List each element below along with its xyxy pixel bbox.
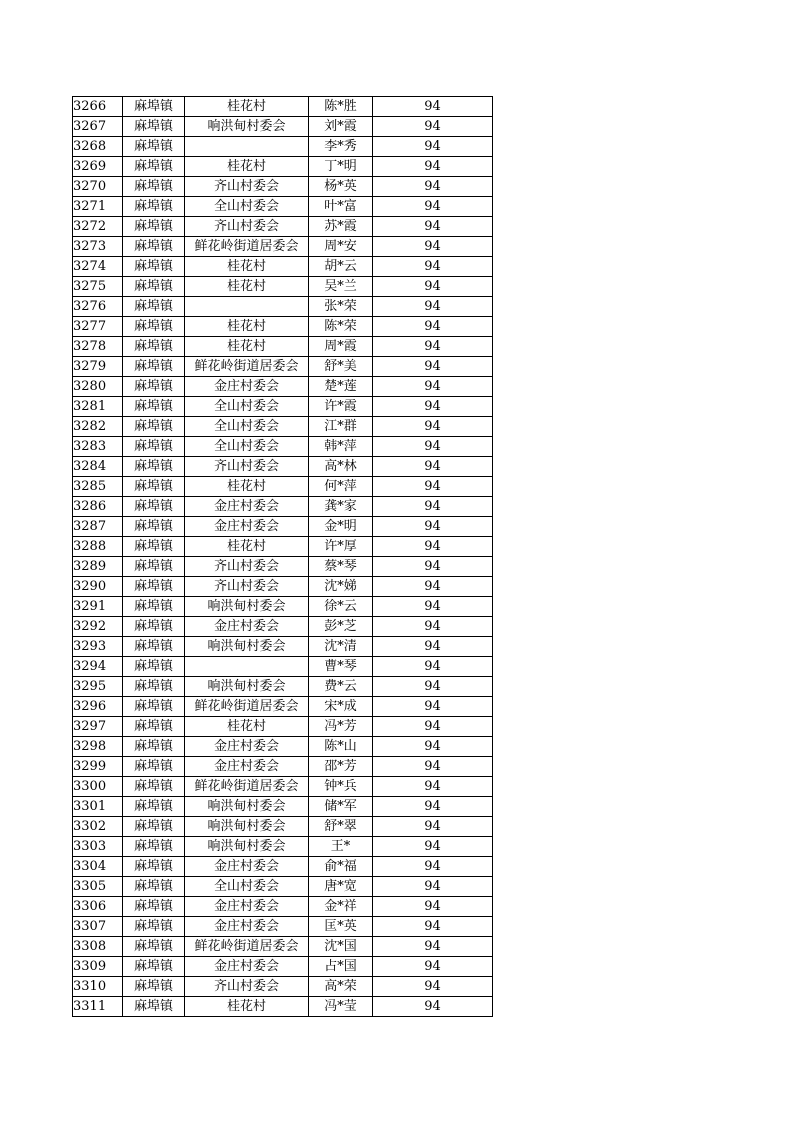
name-cell: 金*明 xyxy=(309,517,373,537)
table-row xyxy=(73,797,493,817)
name-cell: 占*国 xyxy=(309,957,373,977)
table-row xyxy=(73,357,493,377)
table-row xyxy=(73,217,493,237)
village-cell: 金庄村委会 xyxy=(185,917,309,937)
table-row xyxy=(73,737,493,757)
score-cell: 94 xyxy=(373,117,493,137)
row-number-cell: 3270 xyxy=(73,177,123,197)
town-cell: 麻埠镇 xyxy=(123,457,185,477)
name-cell: 沈*清 xyxy=(309,637,373,657)
village-cell: 桂花村 xyxy=(185,157,309,177)
row-number-cell: 3267 xyxy=(73,117,123,137)
town-cell: 麻埠镇 xyxy=(123,237,185,257)
name-cell: 胡*云 xyxy=(309,257,373,277)
village-cell: 金庄村委会 xyxy=(185,757,309,777)
table-row xyxy=(73,457,493,477)
village-cell: 响洪甸村委会 xyxy=(185,597,309,617)
town-cell: 麻埠镇 xyxy=(123,357,185,377)
name-cell: 苏*霞 xyxy=(309,217,373,237)
name-cell: 邵*芳 xyxy=(309,757,373,777)
town-cell: 麻埠镇 xyxy=(123,877,185,897)
name-cell: 蔡*琴 xyxy=(309,557,373,577)
score-cell: 94 xyxy=(373,197,493,217)
score-cell: 94 xyxy=(373,817,493,837)
row-number-cell: 3311 xyxy=(73,997,123,1017)
score-cell: 94 xyxy=(373,677,493,697)
score-cell: 94 xyxy=(373,757,493,777)
village-cell: 鲜花岭街道居委会 xyxy=(185,937,309,957)
village-cell: 鲜花岭街道居委会 xyxy=(185,697,309,717)
village-cell: 响洪甸村委会 xyxy=(185,637,309,657)
name-cell: 吴*兰 xyxy=(309,277,373,297)
row-number-cell: 3308 xyxy=(73,937,123,957)
table-row xyxy=(73,577,493,597)
name-cell: 钟*兵 xyxy=(309,777,373,797)
score-cell: 94 xyxy=(373,337,493,357)
name-cell: 许*厚 xyxy=(309,537,373,557)
village-cell: 桂花村 xyxy=(185,997,309,1017)
name-cell: 徐*云 xyxy=(309,597,373,617)
row-number-cell: 3266 xyxy=(73,97,123,117)
table-row xyxy=(73,317,493,337)
score-cell: 94 xyxy=(373,577,493,597)
name-cell: 唐*宽 xyxy=(309,877,373,897)
table-row xyxy=(73,277,493,297)
table-row xyxy=(73,697,493,717)
name-cell: 张*荣 xyxy=(309,297,373,317)
town-cell: 麻埠镇 xyxy=(123,817,185,837)
village-cell: 全山村委会 xyxy=(185,877,309,897)
score-cell: 94 xyxy=(373,877,493,897)
village-cell: 响洪甸村委会 xyxy=(185,797,309,817)
town-cell: 麻埠镇 xyxy=(123,497,185,517)
table-row xyxy=(73,637,493,657)
village-cell: 桂花村 xyxy=(185,537,309,557)
village-cell: 响洪甸村委会 xyxy=(185,117,309,137)
name-cell: 俞*福 xyxy=(309,857,373,877)
village-cell: 金庄村委会 xyxy=(185,497,309,517)
name-cell: 陈*荣 xyxy=(309,317,373,337)
score-cell: 94 xyxy=(373,617,493,637)
village-cell: 全山村委会 xyxy=(185,417,309,437)
score-cell: 94 xyxy=(373,557,493,577)
town-cell: 麻埠镇 xyxy=(123,517,185,537)
name-cell: 许*霞 xyxy=(309,397,373,417)
score-cell: 94 xyxy=(373,737,493,757)
town-cell: 麻埠镇 xyxy=(123,997,185,1017)
village-cell: 全山村委会 xyxy=(185,397,309,417)
table-row xyxy=(73,497,493,517)
name-cell: 龚*家 xyxy=(309,497,373,517)
table-row xyxy=(73,477,493,497)
village-cell: 金庄村委会 xyxy=(185,897,309,917)
village-cell: 响洪甸村委会 xyxy=(185,817,309,837)
table-row xyxy=(73,337,493,357)
score-cell: 94 xyxy=(373,657,493,677)
score-cell: 94 xyxy=(373,177,493,197)
table-row xyxy=(73,537,493,557)
row-number-cell: 3269 xyxy=(73,157,123,177)
row-number-cell: 3293 xyxy=(73,637,123,657)
town-cell: 麻埠镇 xyxy=(123,717,185,737)
village-cell: 齐山村委会 xyxy=(185,977,309,997)
row-number-cell: 3298 xyxy=(73,737,123,757)
name-cell: 陈*山 xyxy=(309,737,373,757)
score-cell: 94 xyxy=(373,277,493,297)
name-cell: 储*军 xyxy=(309,797,373,817)
name-cell: 曹*琴 xyxy=(309,657,373,677)
village-cell: 金庄村委会 xyxy=(185,737,309,757)
score-cell: 94 xyxy=(373,317,493,337)
row-number-cell: 3301 xyxy=(73,797,123,817)
name-cell: 冯*芳 xyxy=(309,717,373,737)
name-cell: 杨*英 xyxy=(309,177,373,197)
town-cell: 麻埠镇 xyxy=(123,197,185,217)
village-cell: 鲜花岭街道居委会 xyxy=(185,357,309,377)
row-number-cell: 3304 xyxy=(73,857,123,877)
name-cell: 江*群 xyxy=(309,417,373,437)
town-cell: 麻埠镇 xyxy=(123,97,185,117)
score-cell: 94 xyxy=(373,157,493,177)
table-row xyxy=(73,857,493,877)
score-cell: 94 xyxy=(373,457,493,477)
name-cell: 彭*芝 xyxy=(309,617,373,637)
table-row xyxy=(73,957,493,977)
name-cell: 匡*英 xyxy=(309,917,373,937)
score-cell: 94 xyxy=(373,377,493,397)
row-number-cell: 3285 xyxy=(73,477,123,497)
name-cell: 高*荣 xyxy=(309,977,373,997)
town-cell: 麻埠镇 xyxy=(123,117,185,137)
roster-table-body xyxy=(73,97,493,1017)
row-number-cell: 3273 xyxy=(73,237,123,257)
village-cell: 鲜花岭街道居委会 xyxy=(185,237,309,257)
town-cell: 麻埠镇 xyxy=(123,157,185,177)
village-cell: 齐山村委会 xyxy=(185,177,309,197)
score-cell: 94 xyxy=(373,497,493,517)
town-cell: 麻埠镇 xyxy=(123,637,185,657)
score-cell: 94 xyxy=(373,717,493,737)
score-cell: 94 xyxy=(373,697,493,717)
table-row xyxy=(73,397,493,417)
town-cell: 麻埠镇 xyxy=(123,577,185,597)
town-cell: 麻埠镇 xyxy=(123,797,185,817)
table-row xyxy=(73,717,493,737)
town-cell: 麻埠镇 xyxy=(123,537,185,557)
village-cell: 齐山村委会 xyxy=(185,217,309,237)
score-cell: 94 xyxy=(373,917,493,937)
row-number-cell: 3275 xyxy=(73,277,123,297)
row-number-cell: 3284 xyxy=(73,457,123,477)
row-number-cell: 3292 xyxy=(73,617,123,637)
town-cell: 麻埠镇 xyxy=(123,597,185,617)
table-row xyxy=(73,677,493,697)
table-row xyxy=(73,137,493,157)
score-cell: 94 xyxy=(373,517,493,537)
village-cell: 桂花村 xyxy=(185,317,309,337)
row-number-cell: 3294 xyxy=(73,657,123,677)
table-row xyxy=(73,557,493,577)
name-cell: 韩*萍 xyxy=(309,437,373,457)
name-cell: 李*秀 xyxy=(309,137,373,157)
row-number-cell: 3277 xyxy=(73,317,123,337)
town-cell: 麻埠镇 xyxy=(123,377,185,397)
town-cell: 麻埠镇 xyxy=(123,317,185,337)
score-cell: 94 xyxy=(373,257,493,277)
row-number-cell: 3291 xyxy=(73,597,123,617)
score-cell: 94 xyxy=(373,957,493,977)
table-row xyxy=(73,777,493,797)
row-number-cell: 3303 xyxy=(73,837,123,857)
roster-table xyxy=(72,96,493,1017)
table-row xyxy=(73,977,493,997)
score-cell: 94 xyxy=(373,637,493,657)
row-number-cell: 3310 xyxy=(73,977,123,997)
name-cell: 陈*胜 xyxy=(309,97,373,117)
town-cell: 麻埠镇 xyxy=(123,897,185,917)
village-cell: 金庄村委会 xyxy=(185,377,309,397)
town-cell: 麻埠镇 xyxy=(123,857,185,877)
row-number-cell: 3307 xyxy=(73,917,123,937)
score-cell: 94 xyxy=(373,537,493,557)
town-cell: 麻埠镇 xyxy=(123,677,185,697)
village-cell: 金庄村委会 xyxy=(185,957,309,977)
village-cell: 金庄村委会 xyxy=(185,617,309,637)
table-row xyxy=(73,657,493,677)
name-cell: 周*霞 xyxy=(309,337,373,357)
score-cell: 94 xyxy=(373,357,493,377)
table-row xyxy=(73,297,493,317)
table-row xyxy=(73,937,493,957)
row-number-cell: 3309 xyxy=(73,957,123,977)
village-cell: 鲜花岭街道居委会 xyxy=(185,777,309,797)
town-cell: 麻埠镇 xyxy=(123,617,185,637)
name-cell: 叶*富 xyxy=(309,197,373,217)
score-cell: 94 xyxy=(373,797,493,817)
table-row xyxy=(73,757,493,777)
town-cell: 麻埠镇 xyxy=(123,837,185,857)
row-number-cell: 3272 xyxy=(73,217,123,237)
table-row xyxy=(73,197,493,217)
score-cell: 94 xyxy=(373,597,493,617)
row-number-cell: 3282 xyxy=(73,417,123,437)
town-cell: 麻埠镇 xyxy=(123,177,185,197)
name-cell: 王* xyxy=(309,837,373,857)
town-cell: 麻埠镇 xyxy=(123,557,185,577)
score-cell: 94 xyxy=(373,977,493,997)
town-cell: 麻埠镇 xyxy=(123,417,185,437)
row-number-cell: 3281 xyxy=(73,397,123,417)
score-cell: 94 xyxy=(373,777,493,797)
name-cell: 楚*莲 xyxy=(309,377,373,397)
score-cell: 94 xyxy=(373,397,493,417)
town-cell: 麻埠镇 xyxy=(123,297,185,317)
row-number-cell: 3283 xyxy=(73,437,123,457)
table-row xyxy=(73,837,493,857)
village-cell: 全山村委会 xyxy=(185,197,309,217)
score-cell: 94 xyxy=(373,897,493,917)
row-number-cell: 3280 xyxy=(73,377,123,397)
row-number-cell: 3276 xyxy=(73,297,123,317)
table-row xyxy=(73,437,493,457)
village-cell xyxy=(185,137,309,157)
score-cell: 94 xyxy=(373,437,493,457)
table-row xyxy=(73,597,493,617)
row-number-cell: 3306 xyxy=(73,897,123,917)
row-number-cell: 3288 xyxy=(73,537,123,557)
score-cell: 94 xyxy=(373,937,493,957)
table-row xyxy=(73,157,493,177)
name-cell: 费*云 xyxy=(309,677,373,697)
village-cell: 齐山村委会 xyxy=(185,557,309,577)
town-cell: 麻埠镇 xyxy=(123,277,185,297)
table-row xyxy=(73,257,493,277)
name-cell: 冯*莹 xyxy=(309,997,373,1017)
town-cell: 麻埠镇 xyxy=(123,437,185,457)
name-cell: 高*林 xyxy=(309,457,373,477)
village-cell: 齐山村委会 xyxy=(185,577,309,597)
village-cell xyxy=(185,657,309,677)
table-row xyxy=(73,877,493,897)
row-number-cell: 3302 xyxy=(73,817,123,837)
town-cell: 麻埠镇 xyxy=(123,977,185,997)
village-cell: 桂花村 xyxy=(185,717,309,737)
row-number-cell: 3296 xyxy=(73,697,123,717)
row-number-cell: 3274 xyxy=(73,257,123,277)
town-cell: 麻埠镇 xyxy=(123,397,185,417)
name-cell: 舒*翠 xyxy=(309,817,373,837)
row-number-cell: 3286 xyxy=(73,497,123,517)
table-row xyxy=(73,177,493,197)
row-number-cell: 3290 xyxy=(73,577,123,597)
score-cell: 94 xyxy=(373,417,493,437)
town-cell: 麻埠镇 xyxy=(123,757,185,777)
row-number-cell: 3278 xyxy=(73,337,123,357)
village-cell: 桂花村 xyxy=(185,97,309,117)
town-cell: 麻埠镇 xyxy=(123,937,185,957)
table-row xyxy=(73,997,493,1017)
table-row xyxy=(73,817,493,837)
town-cell: 麻埠镇 xyxy=(123,657,185,677)
score-cell: 94 xyxy=(373,997,493,1017)
table-row xyxy=(73,117,493,137)
name-cell: 周*安 xyxy=(309,237,373,257)
village-cell: 响洪甸村委会 xyxy=(185,837,309,857)
village-cell: 桂花村 xyxy=(185,277,309,297)
town-cell: 麻埠镇 xyxy=(123,737,185,757)
row-number-cell: 3305 xyxy=(73,877,123,897)
town-cell: 麻埠镇 xyxy=(123,697,185,717)
score-cell: 94 xyxy=(373,477,493,497)
village-cell: 金庄村委会 xyxy=(185,517,309,537)
score-cell: 94 xyxy=(373,97,493,117)
name-cell: 沈*国 xyxy=(309,937,373,957)
score-cell: 94 xyxy=(373,297,493,317)
score-cell: 94 xyxy=(373,137,493,157)
town-cell: 麻埠镇 xyxy=(123,777,185,797)
name-cell: 舒*美 xyxy=(309,357,373,377)
row-number-cell: 3295 xyxy=(73,677,123,697)
score-cell: 94 xyxy=(373,237,493,257)
name-cell: 金*祥 xyxy=(309,897,373,917)
row-number-cell: 3268 xyxy=(73,137,123,157)
row-number-cell: 3297 xyxy=(73,717,123,737)
town-cell: 麻埠镇 xyxy=(123,137,185,157)
table-row xyxy=(73,97,493,117)
table-row xyxy=(73,517,493,537)
village-cell: 桂花村 xyxy=(185,257,309,277)
village-cell: 桂花村 xyxy=(185,337,309,357)
row-number-cell: 3289 xyxy=(73,557,123,577)
table-row xyxy=(73,377,493,397)
village-cell: 金庄村委会 xyxy=(185,857,309,877)
score-cell: 94 xyxy=(373,217,493,237)
village-cell: 全山村委会 xyxy=(185,437,309,457)
table-row xyxy=(73,237,493,257)
row-number-cell: 3279 xyxy=(73,357,123,377)
village-cell: 桂花村 xyxy=(185,477,309,497)
score-cell: 94 xyxy=(373,837,493,857)
score-cell: 94 xyxy=(373,857,493,877)
row-number-cell: 3299 xyxy=(73,757,123,777)
name-cell: 宋*成 xyxy=(309,697,373,717)
table-row xyxy=(73,417,493,437)
town-cell: 麻埠镇 xyxy=(123,217,185,237)
village-cell: 齐山村委会 xyxy=(185,457,309,477)
town-cell: 麻埠镇 xyxy=(123,917,185,937)
town-cell: 麻埠镇 xyxy=(123,477,185,497)
name-cell: 刘*霞 xyxy=(309,117,373,137)
row-number-cell: 3287 xyxy=(73,517,123,537)
table-row xyxy=(73,897,493,917)
name-cell: 沈*娣 xyxy=(309,577,373,597)
row-number-cell: 3271 xyxy=(73,197,123,217)
name-cell: 何*萍 xyxy=(309,477,373,497)
town-cell: 麻埠镇 xyxy=(123,957,185,977)
town-cell: 麻埠镇 xyxy=(123,337,185,357)
name-cell: 丁*明 xyxy=(309,157,373,177)
table-row xyxy=(73,617,493,637)
table-row xyxy=(73,917,493,937)
town-cell: 麻埠镇 xyxy=(123,257,185,277)
row-number-cell: 3300 xyxy=(73,777,123,797)
village-cell: 响洪甸村委会 xyxy=(185,677,309,697)
village-cell xyxy=(185,297,309,317)
